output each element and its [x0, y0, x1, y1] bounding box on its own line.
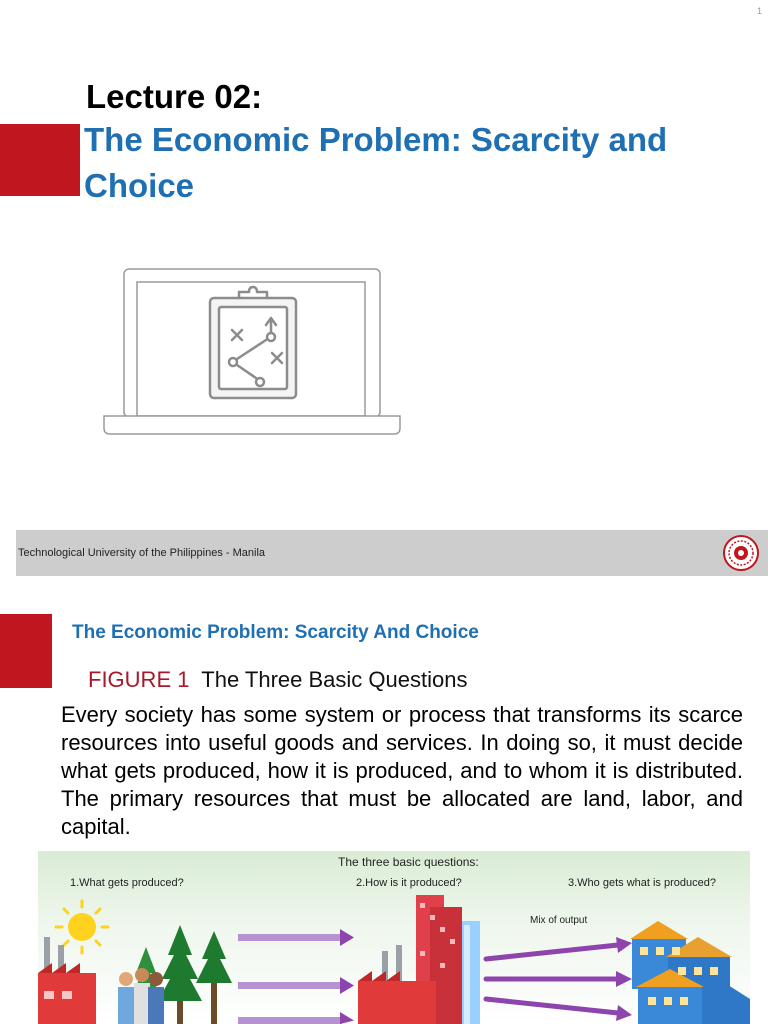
- workers-icon: [118, 968, 164, 1024]
- mix-of-output-label: Mix of output: [530, 915, 588, 926]
- page-number: 1: [756, 6, 762, 16]
- illustration-heading: The three basic questions:: [338, 855, 479, 869]
- question-3: 3.Who gets what is produced?: [568, 877, 716, 889]
- clipboard-strategy-icon: [210, 287, 296, 398]
- slide2-subtitle: The Economic Problem: Scarcity And Choice: [72, 622, 479, 643]
- accent-bar-top: [0, 124, 80, 196]
- body-paragraph: Every society has some system or process that transforms its scarce resources into useful goods and services. In doing so, it must decide what gets produced, how it is produced, and to whom it is distributed. The primary resources that must be allocated are land, labor, and capital.: [61, 702, 743, 839]
- question-2: 2.How is it produced?: [356, 877, 462, 889]
- question-1: 1.What gets produced?: [70, 877, 184, 889]
- footer-text: Technological University of the Philippines - Manila: [18, 547, 266, 559]
- laptop-base: [104, 416, 400, 434]
- lecture-label: Lecture 02:: [86, 78, 263, 115]
- slide-title: The Economic Problem: Scarcity and Choice: [84, 121, 668, 204]
- three-questions-illustration: [38, 851, 750, 1024]
- laptop-illustration: [100, 265, 404, 437]
- accent-bar-bottom: [0, 614, 52, 688]
- figure-caption: The Three Basic Questions: [201, 667, 468, 692]
- figure-label: FIGURE 1: [88, 667, 190, 692]
- university-seal-icon: [722, 534, 760, 572]
- figure-caption-line: [88, 667, 467, 693]
